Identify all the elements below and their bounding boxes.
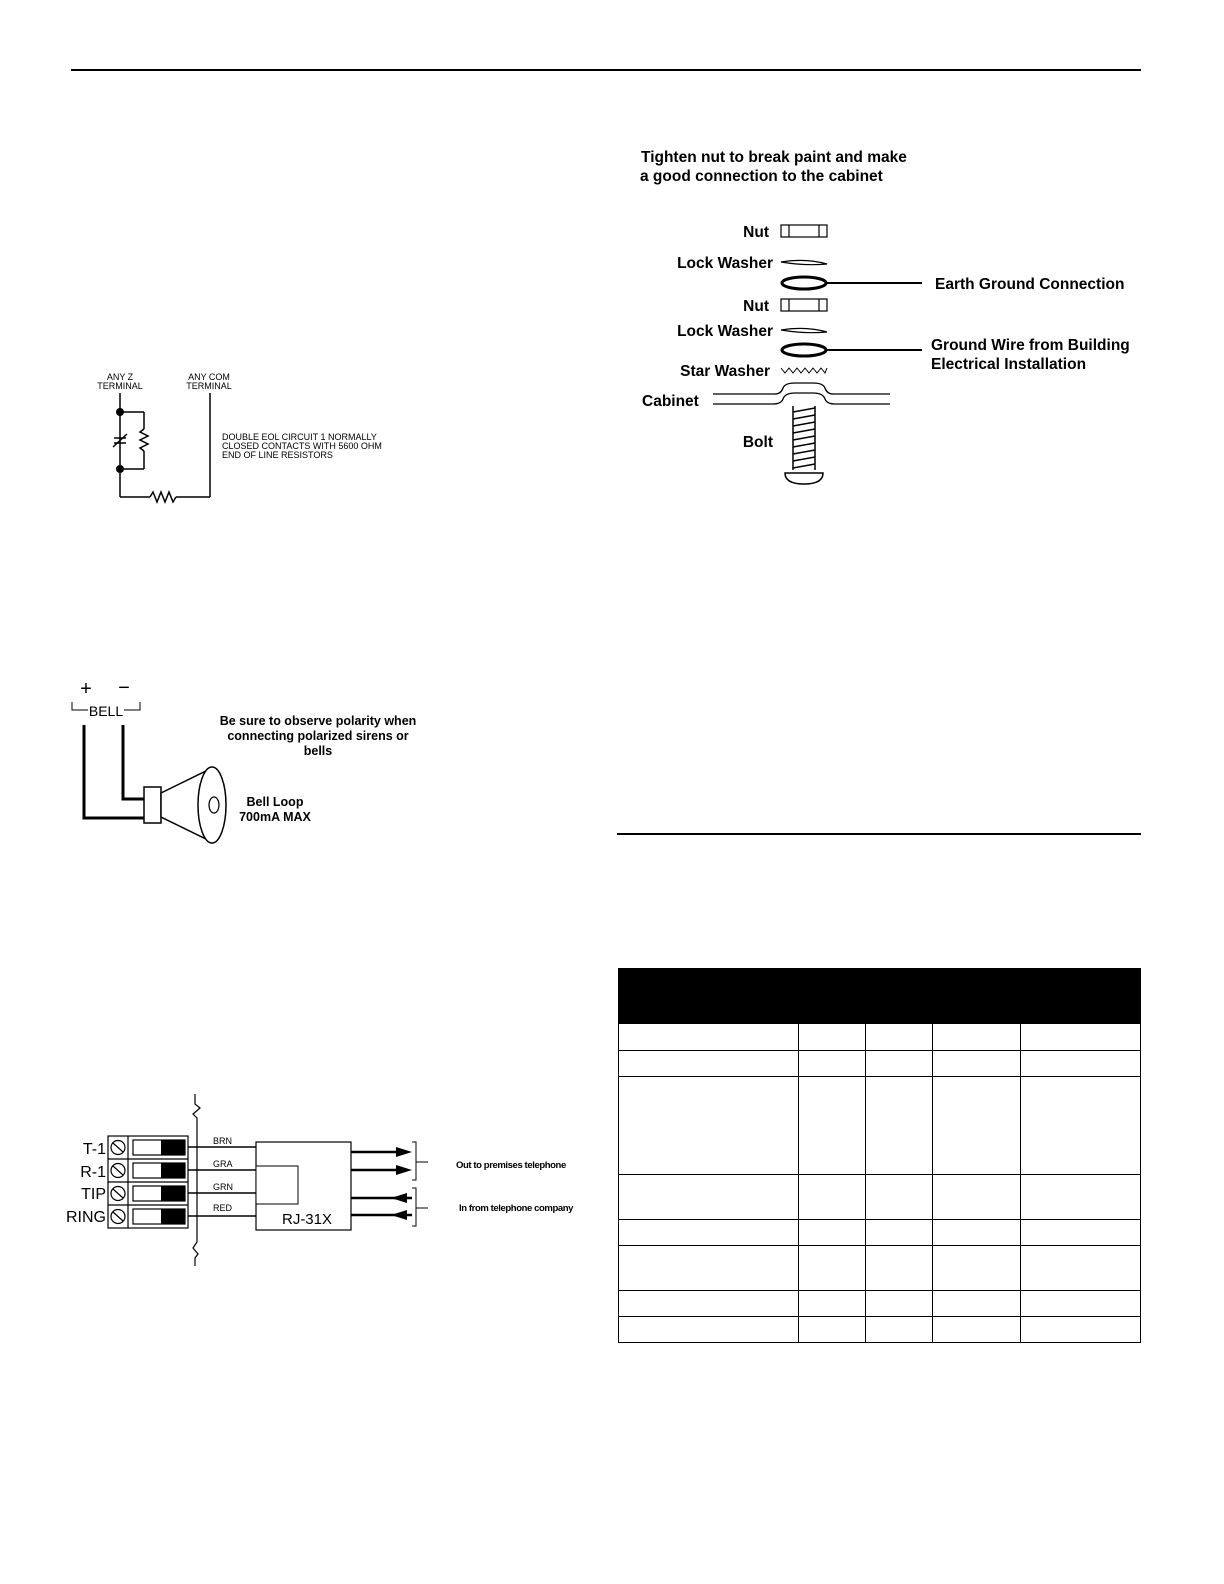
grounding-diagram <box>635 140 1145 495</box>
cabinet-label: Cabinet <box>642 393 699 410</box>
spec-table <box>618 968 1141 1343</box>
out-to-premises-label: Out to premises telephone <box>456 1160 566 1171</box>
wire-label-gra: GRA <box>213 1159 233 1169</box>
terminal-z-label-1: ANY Z <box>106 372 134 382</box>
section-rule <box>617 833 1141 835</box>
bell-plus-label: + <box>80 678 92 700</box>
ground-instruction-line-2: a good connection to the cabinet <box>640 168 883 185</box>
terminal-com-label-2: TERMINAL <box>186 381 232 391</box>
cabinet-icon <box>713 383 890 404</box>
eol-circuit-diagram <box>80 365 410 510</box>
eol-note-line-2: CLOSED CONTACTS WITH 5600 OHM <box>222 441 382 451</box>
building-ground-line-2: Electrical Installation <box>931 356 1087 373</box>
bell-loop-line-1: Bell Loop <box>246 795 304 809</box>
nut-mid-label: Nut <box>743 298 769 315</box>
star-washer-label: Star Washer <box>680 363 770 380</box>
top-rule <box>71 69 1141 71</box>
terminal-label-r1: R-1 <box>80 1164 106 1181</box>
bolt-label: Bolt <box>742 434 773 451</box>
bell-diagram <box>66 675 416 850</box>
terminal-label-t1: T-1 <box>82 1141 106 1158</box>
ground-ring-mid-icon <box>782 344 826 356</box>
table-row <box>619 1291 1141 1317</box>
wire-label-grn: GRN <box>213 1182 233 1192</box>
terminal-label-tip: TIP <box>81 1186 106 1203</box>
bell-label: BELL <box>88 703 124 719</box>
bolt-icon <box>785 406 823 484</box>
table-row <box>619 1246 1141 1291</box>
lock-washer-mid-label: Lock Washer <box>677 323 773 340</box>
lock-washer-mid-icon <box>781 328 827 332</box>
eol-note-line-3: END OF LINE RESISTORS <box>222 450 333 460</box>
table-header-row <box>619 969 1141 1024</box>
ground-ring-top-icon <box>782 277 826 289</box>
table-row <box>619 1317 1141 1343</box>
terminal-z-label-2: TERMINAL <box>97 381 143 391</box>
table-header-cell <box>619 969 1141 1024</box>
table-row <box>619 1220 1141 1246</box>
wire-label-red: RED <box>213 1203 233 1213</box>
in-from-telco-label: In from telephone company <box>459 1203 574 1214</box>
bell-polarity-line-3: bells <box>303 744 333 758</box>
table-row <box>619 1175 1141 1220</box>
bell-polarity-line-2: connecting polarized sirens or <box>227 729 409 743</box>
rj31x-label: RJ-31X <box>281 1211 333 1228</box>
phone-wiring-diagram <box>66 1090 586 1270</box>
wire-label-brn: BRN <box>213 1136 233 1146</box>
lock-washer-top-label: Lock Washer <box>677 255 773 272</box>
nut-top-label: Nut <box>743 224 769 241</box>
bell-polarity-line-1: Be sure to observe polarity when <box>219 714 416 728</box>
table-row <box>619 1051 1141 1077</box>
lock-washer-top-icon <box>781 260 827 264</box>
table-row <box>619 1077 1141 1175</box>
ground-instruction-line-1: Tighten nut to break paint and make <box>641 149 907 166</box>
nut-top-icon <box>781 225 827 237</box>
bell-loop-line-2: 700mA MAX <box>239 810 311 824</box>
nut-mid-icon <box>781 299 827 311</box>
star-washer-icon <box>781 368 827 373</box>
terminal-com-label-1: ANY COM <box>188 372 230 382</box>
terminal-label-ring: RING <box>66 1209 106 1226</box>
table-row <box>619 1024 1141 1051</box>
bell-minus-label: − <box>118 677 130 699</box>
eol-note-line-1: DOUBLE EOL CIRCUIT 1 NORMALLY <box>222 432 377 442</box>
earth-ground-label: Earth Ground Connection <box>935 276 1125 293</box>
building-ground-line-1: Ground Wire from Building <box>931 337 1130 354</box>
